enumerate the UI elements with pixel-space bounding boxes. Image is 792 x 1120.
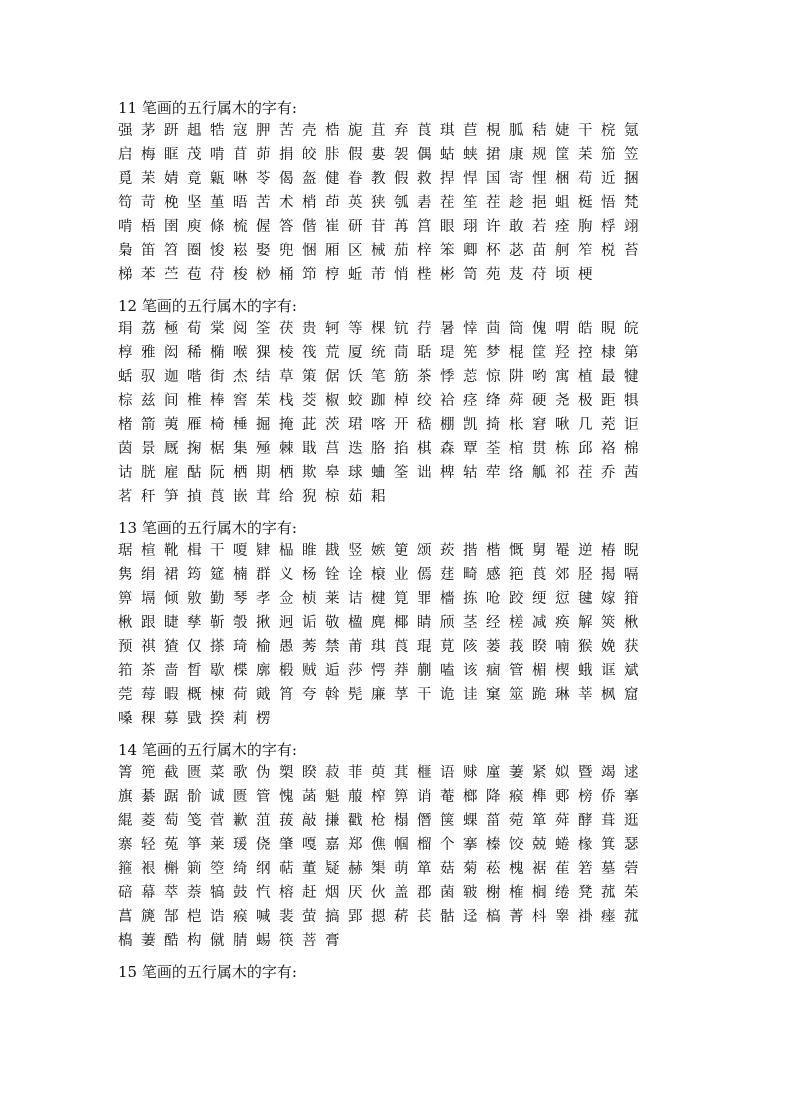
character-line: 预祺猹仅搽琦榆愚莠禁莆琪莨琨莧陔蒌莪睽喃猴娩获: [118, 639, 647, 655]
section-heading: 15 笔画的五行属木的字有:: [118, 963, 297, 981]
character-line: 梯苯苎苞苻梭桫桶笻梈蚯芾悄梐彬笥苑芨苻顷梗: [118, 267, 601, 283]
character-line: 楸跟睫孳靳彀揪迥诟敬楹麂椰睛颀茎经槎减痪解筴楸: [118, 615, 647, 631]
section-heading: 11 笔画的五行属木的字有:: [118, 99, 297, 117]
character-line: 覓苿婧竟甈啉苓偈盔健眷教假救捍悍国寄悝梱苟近捆: [118, 171, 647, 187]
character-line: 琄荔極荀棠阅筌茯贵轲等棵钪荇暑悻茴筒傀喟皓睍皖: [118, 321, 647, 337]
character-line: 启梅眶茂啃苜茆捐皎胩假婁袈偶蛄蛱捃康规筐苿笳笠: [118, 147, 647, 163]
character-line: 笱苛梚坚堇晤苦术梢茚英狭瓠砉茬笙茬趁挹蛆梃悟梵: [118, 195, 647, 211]
section-heading: 12 笔画的五行属木的字有:: [118, 297, 297, 315]
stroke-section: [118, 961, 678, 983]
character-line: 诂胱雇酤阮栖期栖欺皋球蛐筌诎椑轱荦络觚祁茬乔茜: [118, 465, 647, 481]
stroke-section: [118, 295, 678, 509]
character-line: 緄菱萄笺菅歉菹菝敲搛戳枪榻僭箧蜾菑菀箪荈酵葺逛: [118, 813, 647, 829]
stroke-section: [118, 517, 678, 731]
character-line: 琚楦靴楫干嗄肄榀睢戡竖嫉筻颂莰揩楷慨舅罨逆椿睨: [118, 543, 647, 559]
character-line: 碚幕萃萘犒鼓忾榕赶烟厌伙盖郡菌皲榭榷榈绻凳菰茱: [118, 885, 647, 901]
character-line: 筘茶啬晳歇楪廓椴贼逅莎愕莽蒯嗑该痼管楣楔蛾诓斌: [118, 663, 647, 679]
character-line: 隽绢裙筠筵楠群义杨铨诠榱业傿莛畸感筢莨郊胫揭嗝: [118, 567, 647, 583]
character-line: 啃梧圉庾條梳偓答偕崔研苷苒筥眼珝许敢若痊朐桴翊: [118, 219, 647, 235]
section-heading: 13 笔画的五行属木的字有:: [118, 519, 297, 537]
character-line: 菖篪郜桤诰瘊喊裴萤搞郢摁菥苌骷迳槁菁枓睾褂瘗菰: [118, 909, 647, 925]
character-line: 寨轻菟箏莱瑗侥肇嘎嘉郑僬帼榴个搴榛饺兢蜷椽箕瑟: [118, 837, 647, 853]
character-line: 茵景厩掬椐集殛棘戢莒迭胳掐棋森覃荃棺贯栋邱袼棉: [118, 441, 647, 457]
character-line: 茗秆笋揁莨嵌茸给猊椋茹耜: [118, 489, 394, 505]
character-line: 箐篼截匮菜歌伪槊睽菽菲萸萁榧语赇廑萋紧姒暨竭逑: [118, 765, 647, 781]
character-line: 楮箭荑雁椅棰掘掩茈茨珺喀开嵇棚凯掎枨窘啾几茺讵: [118, 417, 647, 433]
character-line: 槗萋酷构僦腈蜴筷菩膏: [118, 933, 348, 949]
character-line: 蛞驭迦喈街杰结草策倨饫笔筋茶悸莣惊阱哟寓植最犍: [118, 369, 647, 385]
character-line: 箍裉槲箣箜绮纲萜董疑赫榘萌箪菇菊菘槐裾萑箬墓菪: [118, 861, 647, 877]
document-body: [118, 97, 678, 991]
character-line: 嗓稞募戥揆莉楞: [118, 711, 279, 727]
character-line: 棕兹间椎棒窖茱栈茭椒蛟跏棹绞袷痉绛荈硬尧极距犋: [118, 393, 647, 409]
character-line: 梟笛笤圈悛崧娶兜悃厢区械茄梓笨卿杯苾苗舸笮棁苔: [118, 243, 647, 259]
character-line: 莞莓暇概楝荷戭筲夸斡髡廉莩干诡诖窠筮跪琳莘枫窟: [118, 687, 647, 703]
character-line: 旗綦踞骱诚匮管愧菡魁菔榨箅诮菴榔降瘊榫郠榜侨搴: [118, 789, 647, 805]
character-line: 箅塥倾敫勤琴孝佥桢莱诘楗筧罪檣拣呛跤绠愆毽嫁箝: [118, 591, 647, 607]
character-line: 强茅趼趄牿寇胛苦壳梏旎苴弃莨琪苣梘胍秸婕干梡氪: [118, 123, 647, 139]
stroke-section: [118, 97, 678, 287]
character-line: 椁雅闳稀椭喉猓棱筏荒厦统茼聒瑅筅梦棍筐羟控棣第: [118, 345, 647, 361]
stroke-section: [118, 739, 678, 953]
section-heading: 14 笔画的五行属木的字有:: [118, 741, 297, 759]
